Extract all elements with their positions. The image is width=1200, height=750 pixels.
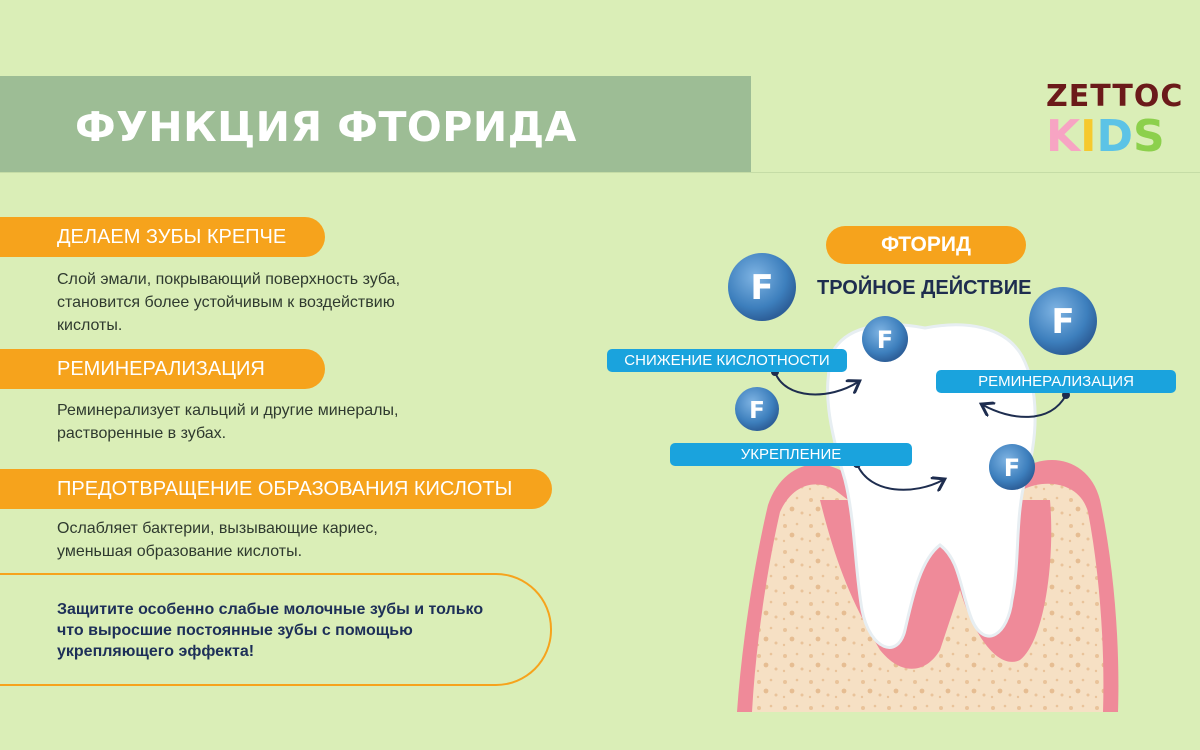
label-acidity-reduction: СНИЖЕНИЕ КИСЛОТНОСТИ [607, 349, 847, 372]
diagram-subtitle: ТРОЙНОЕ ДЕЙСТВИЕ [817, 277, 1032, 299]
text-line: Слой эмали, покрывающий поверхность зуба, [57, 271, 401, 288]
fluoride-tag: ФТОРИД [826, 226, 1026, 264]
ion-letter: F [749, 398, 765, 424]
fluoride-ion-icon [735, 387, 779, 431]
text-line: что выросшие постоянные зубы с помощью [57, 622, 413, 639]
fluoride-ion-icon [989, 444, 1035, 490]
section-heading-remineralization: РЕМИНЕРАЛИЗАЦИЯ [0, 349, 325, 389]
text-line: Ослабляет бактерии, вызывающие кариес, [57, 520, 378, 537]
ion-letter: F [1051, 302, 1075, 342]
text-line: растворенные в зубах. [57, 425, 227, 442]
text-line: укрепляющего эффекта! [57, 643, 255, 660]
text-line: кислоты. [57, 317, 123, 334]
fluoride-ion-icon [862, 316, 908, 362]
ion-letter: F [1003, 454, 1021, 482]
logo-letter: D [1096, 111, 1134, 162]
label-remineralization: РЕМИНЕРАЛИЗАЦИЯ [936, 370, 1176, 393]
logo-line1: ZETTOC [1046, 79, 1184, 114]
ion-letter: F [876, 326, 894, 354]
text-line: Защитите особенно слабые молочные зубы и только [57, 601, 484, 618]
text-line: Реминерализует кальций и другие минералы, [57, 402, 399, 419]
ion-letter: F [750, 268, 774, 308]
page-title: ФУНКЦИЯ ФТОРИДА [75, 103, 577, 151]
fluoride-ion-icon [728, 253, 796, 321]
section-heading-acid-prevention: ПРЕДОТВРАЩЕНИЕ ОБРАЗОВАНИЯ КИСЛОТЫ [0, 469, 552, 509]
fluoride-ion-icon [1029, 287, 1097, 355]
section-heading-stronger: ДЕЛАЕМ ЗУБЫ КРЕПЧЕ [0, 217, 325, 257]
text-line: становится более устойчивым к воздействию [57, 294, 395, 311]
text-line: уменьшая образование кислоты. [57, 543, 303, 560]
label-strengthening: УКРЕПЛЕНИЕ [670, 443, 912, 466]
logo-letter: S [1133, 111, 1165, 162]
logo-letter: K [1046, 111, 1081, 162]
logo-letter: I [1080, 111, 1097, 162]
